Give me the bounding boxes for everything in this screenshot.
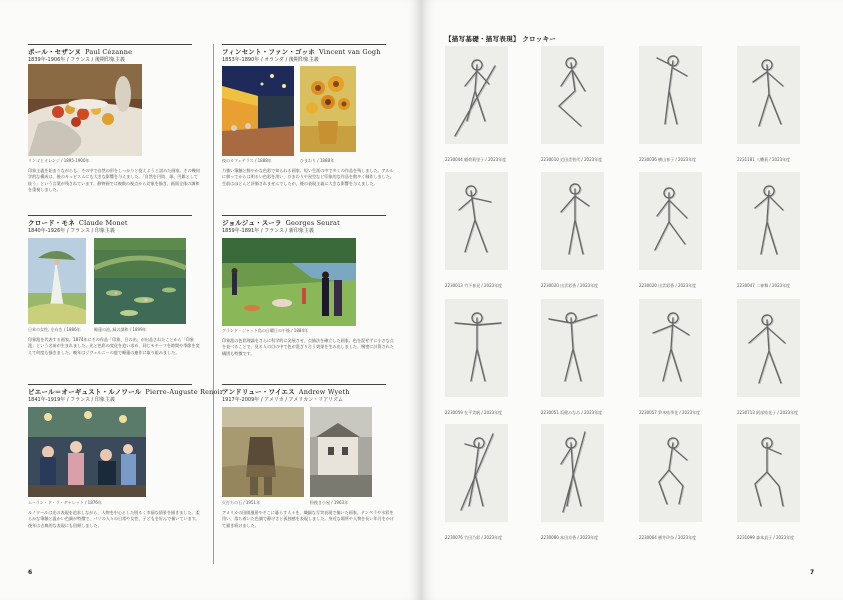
artwork-caption: ひまわり / 1888年 [300,158,335,163]
artist-dates: 1840年-1926年 / フランス / 印象主義 [28,228,115,234]
artwork-vangogh-cafe [222,66,294,156]
artwork-vangogh-sunflowers [300,66,356,152]
artist-name: フィンセント・ファン・ゴッホ Vincent van Gogh [222,48,381,56]
section-title: 【描写基礎・描写表現】 クロッキー [445,35,557,43]
sketch-caption: 2230020 出雲彩香 / 2023年度 [639,283,697,288]
artwork-wyeth-mill [310,407,372,497]
artist-name: クロード・モネ Claude Monet [28,219,128,227]
croquis-sketch [737,299,800,397]
sketch-caption: 2230713 阿部結花子 / 2023年度 [737,410,799,415]
croquis-sketch [737,46,800,144]
sketch-caption: 2230010 近田美智代 / 2023年度 [541,157,603,162]
artist-description: アメリカの田園風景やそこに暮らす人々を、繊細な写実表現で描いた画家。テンペラや水彩を用い、落ち着いた色調で静けさと孤独感を表現しました。身近な場所や人物を長い年月をかけて描き続けました。 [222,510,394,528]
sketch-caption: 2230059 在平美帆 / 2023年度 [445,410,503,415]
croquis-sketch [445,299,508,397]
croquis-sketch [445,172,508,270]
artist-description: ルノワールは光の表現を追求しながら、人物を中心とした明るく幸福な情景を描きました。柔らかな筆触と温かい色調が特徴で、パリの人々の日常や女性、子どもを好んで描いています。後年は古典的な表現にも回帰しました。 [28,510,200,528]
sketch-caption: 2230076 竹田乃彩 / 2023年度 [445,535,503,540]
artwork-monet-parasol [28,238,86,324]
rule [28,384,192,385]
croquis-sketch [639,299,702,397]
rule [28,215,192,216]
croquis-sketch [541,299,604,397]
sketch-caption: 2230020 出雲彩香 / 2023年度 [541,283,599,288]
rule [28,44,192,45]
artwork-caption: 火打ちの石 / 1951年 [222,500,261,505]
sketch-caption: 2230044 稲荷莉里子 / 2023年度 [445,157,507,162]
artwork-caption: グランド・ジャット島の日曜日の午後 / 1884年 [222,328,308,333]
rule [222,44,386,45]
artist-dates: 1859年-1891年 / フランス / 新印象主義 [222,228,314,234]
artist-description: 印象主義を始まりながらも、その中で自然の形をしっかりと捉えようと試みた画家。その幾何学的な構成は、後のキュビスムにも大きな影響を与えました。「自然を円筒、球、円錐として扱う」という言葉が残されています。静物画では複数の視点から対象を描き、画面全体の調和を重視しました。 [28,168,200,193]
sketch-caption: 2230080 本田京香 / 2023年度 [541,535,599,540]
page-number: 6 [28,569,33,576]
artwork-caption: 日傘の女性, 左向き / 1886年 [28,327,81,332]
rule [222,215,386,216]
artist-description: 力強い筆触と鮮やかな色彩で知られる画家。短い生涯の中で多くの作品を残しました。アルルに移ってからは明るい色彩を用い、ひまわりや星空など印象的な作品を数多く制作しました。生前はほとんど評価されませんでしたが、後の表現主義に大きな影響を与えました。 [222,168,394,186]
artist-dates: 1839年-1906年 / フランス / 後期印象主義 [28,57,125,63]
artist-dates: 1841年-1919年 / フランス / 印象主義 [28,397,115,403]
page-number: 7 [810,569,815,576]
artwork-caption: ムーラン・ド・ラ・ギャレット / 1876年 [28,500,102,505]
artwork-wyeth-figure [222,407,304,497]
sketch-caption: 2230051 坂健みなみ / 2023年度 [541,410,603,415]
artist-name: アンドリュー・ワイエス Andrew Wyeth [222,388,350,396]
sketch-caption: 2230013 竹下春見 / 2023年度 [445,283,503,288]
croquis-sketch [639,46,702,144]
croquis-sketch [541,172,604,270]
artist-dates: 1917年-2009年 / アメリカ / アメリカン・リアリズム [222,397,343,403]
artist-name: ピエール＝オーギュスト・ルノワール Pierre-Auguste Renoir [28,388,224,396]
artist-name: ジョルジュ・スーラ Georges Seurat [222,219,340,227]
artwork-seurat-grande-jatte [222,238,356,326]
artwork-caption: 粉挽き小屋 / 1963年 [310,500,349,505]
croquis-sketch [541,46,604,144]
sketch-caption: 2230036 横山春子 / 2023年度 [639,157,697,162]
sketch-caption: 2231181 八幡莉 / 2023年度 [737,157,791,162]
artwork-caption: 夜のカフェテラス / 1888年 [222,158,272,163]
croquis-sketch [541,424,604,522]
croquis-sketch [445,424,508,522]
croquis-sketch [737,172,800,270]
artwork-monet-waterlilies [94,238,186,324]
artist-description: 印象派の色彩理論をさらに科学的に発展させ、点描法を確立した画家。色を混ぜずに小さな点を並べることで、見る人の目の中で色が混ざり合う効果を生み出しました。緻密に計算された構図も特徴です。 [222,338,394,356]
column-divider [213,44,214,564]
sketch-caption: 2231099 森本直子 / 2023年度 [737,535,795,540]
artwork-renoir-moulin [28,407,146,497]
croquis-sketch [737,424,800,522]
artist-dates: 1853年-1890年 / オランダ / 後期印象主義 [222,57,319,63]
artwork-caption: リンゴとオレンジ / 1895-1900年 [28,158,90,163]
rule [222,384,386,385]
sketch-caption: 2230064 横井玲奈 / 2023年度 [639,535,697,540]
artist-description: 印象派を代表する画家。1874年にその作品「印象、日の出」が出品されたことから「印象派」という名前が生まれました。光と色彩の変化を追い求め、同じモチーフを時間や季節を変えて何度も描きました。晩年はジヴェルニーの庭で睡蓮の連作に取り組みました。 [28,337,200,355]
croquis-sketch [639,424,702,522]
croquis-sketch [639,172,702,270]
artwork-caption: 睡蓮の池, 緑の調和 / 1899年 [94,327,147,332]
croquis-sketch [445,46,508,144]
artist-name: ポール・セザンヌ Paul Cézanne [28,48,133,56]
sketch-caption: 2230057 鈴木結季花 / 2023年度 [639,410,701,415]
sketch-caption: 2230047 二神舞 / 2023年度 [737,283,791,288]
artwork-cezanne-apples [28,64,142,156]
